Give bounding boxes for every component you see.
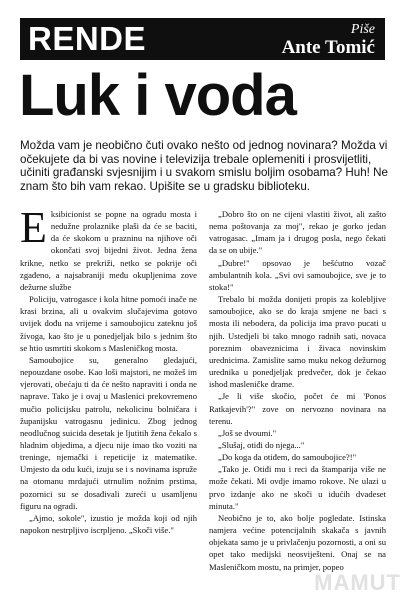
article-title: Luk i voda — [19, 63, 296, 128]
article-lead: Možda vam je neobično čuti ovako nešto od jednog novinara? Možda vi očekujete da bi vas novine i televizija trebale oplemeniti i prosvijetliti, učiniti građanski svjesnijim i u svakom smislu boljim osobama? Huh! Ne znam što bih vam rekao. Upišite se u gradsku biblioteku. — [20, 139, 388, 193]
drop-cap: E — [20, 208, 47, 252]
paragraph: „Tako je. Otiđi mu i reci da štamparija više ne može čekati. Mi ovdje imamo rokove. Ne ulazi u prvo izdanje ako ne skoči u idućih dvadeset minuta." — [209, 464, 386, 511]
section-banner — [20, 18, 385, 60]
paragraph: Neobično je to, ako bolje pogledate. Istinska namjera većine potencijalnih skakača s javnih objekata samo je u privlačenju pozornosti, a oni su opet tako medijski neosviješteni. Onaj se na Masleničkom mostu, na primjer, popeo — [209, 512, 386, 572]
paragraph-text: ksibicionist se popne na ogradu mosta i nedužne prolaznike plaši da će se baciti, da će skokom u prazninu na njihove oči okončati svoj bijedni život. Jedna žena krikne, netko se prekriži, netko se pokrije oči zgađeno, a najsabraniji među okupljenima zove dežurne službe — [20, 209, 197, 292]
paragraph: „Slušaj, otiđi do njega..." — [218, 439, 305, 450]
section-title: RENDE — [28, 20, 147, 57]
column-right — [209, 208, 386, 598]
paragraph: „Do koga da otiđem, do samoubojice?!" — [218, 452, 357, 463]
paragraph: Trebalo bi možda donijeti propis za kolebljive samoubojice, ako se do kraja smjene ne baci s mosta ili nebodera, da policija ima pravo pucati u njih. Ustedjeli bi tako mnogo radnih sati, novaca poreznim obaveznicima i živaca novinskim urednicima. Zamislite samo muku nekog dežurnog urednika u ponedjeljak predvečer, dok je čekao ishod masleničke drame. — [209, 294, 386, 390]
byline-label: Piše — [350, 22, 375, 37]
byline — [282, 21, 375, 56]
paragraph: „Je li više skočio, počet će mi 'Ponos Ratkajevih'?" zove on nervozno novinara na terenu. — [209, 391, 386, 426]
column-left — [20, 208, 197, 598]
paragraph: „Dobro što on ne cijeni vlastiti život, ali zašto nema poštovanja za moj", rekao je gorko jedan vatrogasac. „Imam ja i drugog posla, nego čekati da se on ubije." — [209, 209, 386, 256]
paragraph: Policiju, vatrogasce i kola hitne pomoći inače ne krasi brzina, ali u ovakvim slučajevima gotovo uvijek dođu na vrijeme i samoubojicu zateknu još živoga, kao što je u ponedjeljak bilo s jednim što se htio usmrtiti skokom s Masleničkog mosta. — [20, 294, 197, 353]
watermark-logo: MAMUT — [314, 570, 401, 595]
article-body — [20, 208, 386, 598]
paragraph: „Ajmo, sokole", izustio je možda koji od njih napokon nestrpljivo iscrpljeno. „Skoči više." — [20, 512, 197, 536]
paragraph — [20, 208, 197, 293]
paragraph: „Dubre!" opsovao je bešćutno vozač ambulantnih kola. „Svi ovi samoubojice, sve je to stoka!" — [209, 257, 386, 292]
paragraph: „Još se dvoumi." — [218, 427, 277, 438]
paragraph: Samoubojice su, generalno gledajući, nepouzdane osobe. Kao loši majstori, ne možeš im vjerovati, obećaju ti da će nešto napraviti i onda ne naprave. Tako je i ovaj u Maslenici prekovremeno mučio policijsku patrolu, nekolicinu bolničara i županijsku vatrogasnu jedinicu. Zbog jednog neodlučnog suicida desetak je ljutitih žena čekalo s hladnim objedima, a djecu nije imao tko voziti na treninge, njemački i repeticije iz matematike. Umjesto da odu kući, izuju se i s novinama ispruže na otomanu mrdajući utrnulim nožnim prstima, pozornici su se dosađivali zureći u usamljenu figuru na ogradi. — [20, 354, 197, 511]
author-name: Ante Tomić — [281, 37, 375, 58]
